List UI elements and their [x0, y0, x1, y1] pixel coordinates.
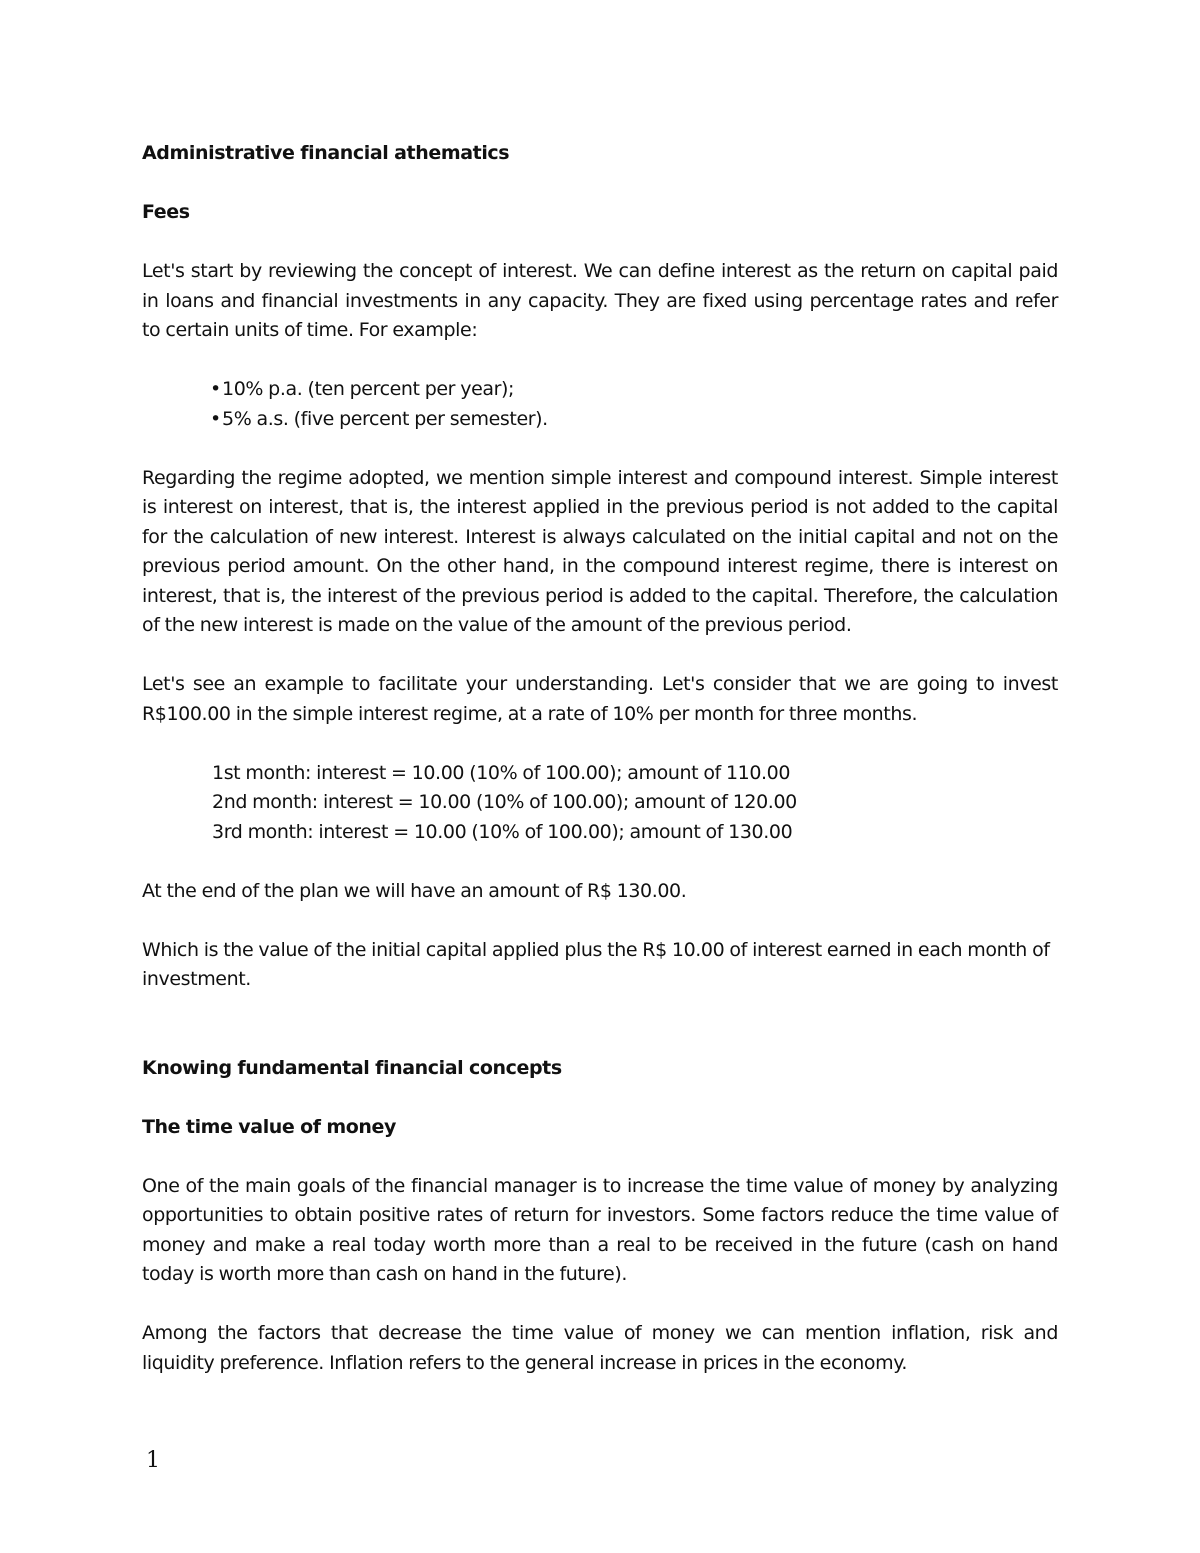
example-calculation-block — [142, 759, 1058, 848]
paragraph-interest-intro: Let's start by reviewing the concept of interest. We can define interest as the return on capital paid in loans and financial investments in any capacity. They are fixed using percentage rates and refer to certain units of time. For example: — [142, 260, 1058, 341]
example-line-month-1: 1st month: interest = 10.00 (10% of 100.00); amount of 110.00 — [212, 761, 791, 784]
paragraph-interest-regime: Regarding the regime adopted, we mention simple interest and compound interest. Simple interest is interest on interest, that is, the interest applied in the previous period is not added to the capital for the calculation of new interest. Interest is always calculated on the initial capital and not on the previous period amount. On the other hand, in the compound interest regime, there is interest on interest, that is, the interest of the previous period is added to the capital. Therefore, the calculation of the new interest is made on the value of the amount of the previous period. — [142, 466, 1058, 636]
interest-rate-examples-list — [142, 375, 1058, 434]
page-content — [142, 139, 1058, 1408]
list-item — [210, 405, 1058, 435]
paragraph-explanation: Which is the value of the initial capital applied plus the R$ 10.00 of interest earned in each month of investment. — [142, 938, 1050, 990]
paragraph-factors: Among the factors that decrease the time value of money we can mention inflation, risk and liquidity preference. Inflation refers to the general increase in prices in the economy. — [142, 1322, 1058, 1374]
example-line-month-3: 3rd month: interest = 10.00 (10% of 100.00); amount of 130.00 — [212, 820, 793, 843]
section-heading-concepts: Knowing fundamental financial concepts — [142, 1056, 562, 1079]
paragraph-result: At the end of the plan we will have an amount of R$ 130.00. — [142, 879, 687, 902]
example-line-month-2: 2nd month: interest = 10.00 (10% of 100.00); amount of 120.00 — [212, 791, 797, 813]
bullet-icon: • — [210, 378, 221, 400]
list-item — [210, 375, 1058, 405]
list-item-text: 5% a.s. (five percent per semester). — [222, 407, 548, 430]
document-title: Administrative financial athematics — [142, 142, 510, 164]
section-heading-fees: Fees — [142, 201, 190, 223]
subheading-time-value: The time value of money — [142, 1115, 397, 1138]
bullet-icon: • — [210, 407, 221, 430]
paragraph-example-intro: Let's see an example to facilitate your understanding. Let's consider that we are going to invest R$100.00 in the simple interest regime, at a rate of 10% per month for three months. — [142, 673, 1058, 725]
paragraph-time-value: One of the main goals of the financial manager is to increase the time value of money by analyzing opportunities to obtain positive rates of return for investors. Some factors reduce the time value of money and make a real today worth more than a real to be received in the future (cash on hand today is worth more than cash on hand in the future). — [142, 1174, 1058, 1285]
list-item-text: 10% p.a. (ten percent per year); — [222, 378, 515, 400]
page-number: 1 — [146, 1448, 160, 1473]
section-spacer — [142, 1024, 1058, 1054]
